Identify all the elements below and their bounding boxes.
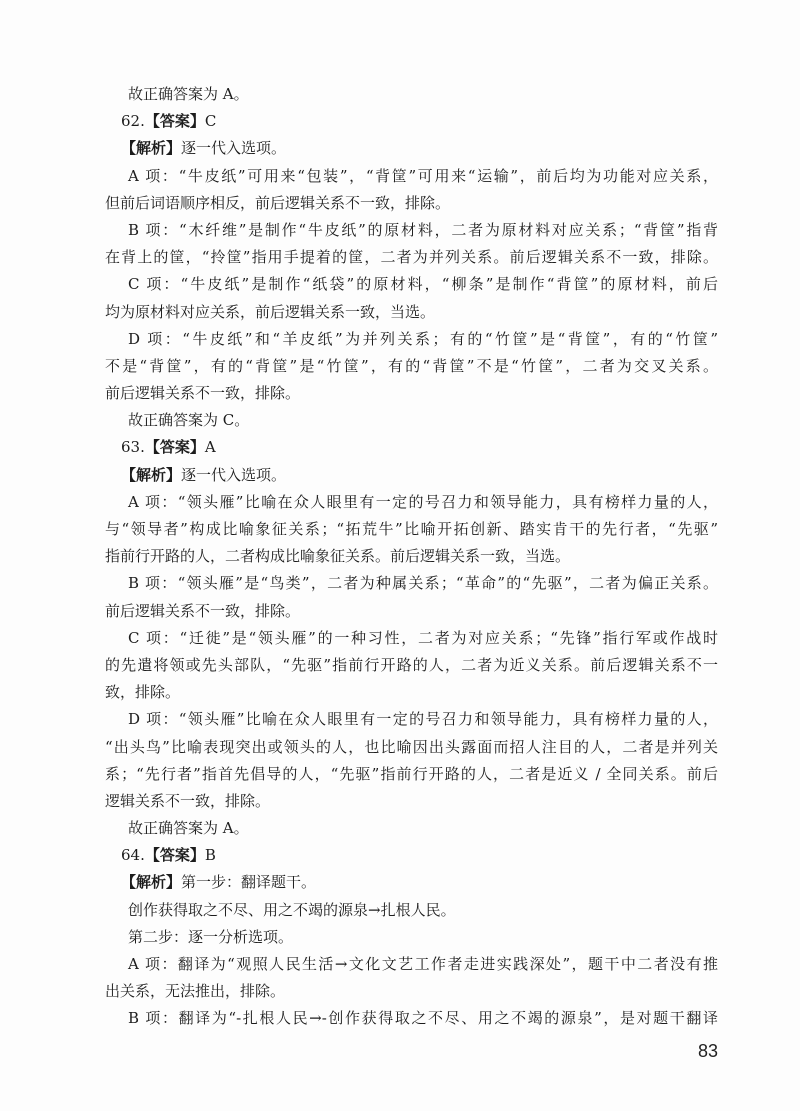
analysis-heading <box>105 462 718 489</box>
option-text-line: 前后逻辑关系不一致，排除。 <box>105 384 301 403</box>
option-text-line: 但前后词语顺序相反，前后逻辑关系不一致，排除。 <box>105 193 451 212</box>
option-text-line: A 项：“牛皮纸”可用来“包装”，“背筐”可用来“运输”，前后均为功能对应关系， <box>128 166 718 185</box>
option-text-line: 逻辑关系不一致，排除。 <box>105 791 271 810</box>
correct-answer-conclusion: 故正确答案为 A。 <box>128 819 249 838</box>
analysis-intro: 逐一代入选项。 <box>181 465 287 484</box>
analysis-label: 【解析】 <box>121 139 182 158</box>
option-text-line: 致，排除。 <box>105 683 181 702</box>
option-text-line: 与“领导者”构成比喻象征关系；“拓荒牛”比喻开拓创新、踏实肯干的先行者，“先驱” <box>105 520 718 538</box>
option-a-analysis <box>105 489 718 571</box>
answer-heading <box>105 842 718 869</box>
option-text-line: 出关系，无法推出，排除。 <box>105 982 286 1001</box>
option-text-line: A 项：“领头雁”比喻在众人眼里有一定的号召力和领导能力，具有榜样力量的人， <box>128 492 718 511</box>
answer-explanations <box>105 81 718 1033</box>
answer-heading <box>105 108 718 135</box>
answer-label: 【答案】 <box>144 846 205 865</box>
analysis-intro: 逐一代入选项。 <box>181 139 287 158</box>
option-text-line: B 项：“领头雁”是“鸟类”，二者为种属关系；“革命”的“先驱”，二者为偏正关系。 <box>128 574 718 593</box>
option-text-line: D 项：“牛皮纸”和“羊皮纸”为并列关系；有的“竹筐”是“背筐”，有的“竹筐” <box>128 329 718 348</box>
answer-heading <box>105 434 718 461</box>
option-c-analysis <box>105 625 718 707</box>
analysis-label: 【解析】 <box>121 873 182 892</box>
answer-value: A <box>204 438 216 457</box>
answer-label: 【答案】 <box>144 112 205 131</box>
option-a-analysis <box>105 951 718 1005</box>
correct-answer-conclusion: 故正确答案为 C。 <box>128 411 250 430</box>
analysis-step-one: 第一步：翻译题干。 <box>181 873 317 892</box>
option-b-analysis <box>105 570 718 624</box>
option-text-line: 的先遣将领或先头部队，“先驱”指前行开路的人，二者为近义关系。前后逻辑关系不一 <box>105 655 718 674</box>
analysis-heading <box>105 869 718 896</box>
question-number: 64. <box>121 846 145 865</box>
option-text-line: 不是“背筐”，有的“背筐”是“竹筐”，有的“背筐”不是“竹筐”，二者为交叉关系。 <box>105 356 718 375</box>
option-text-line: 均为原材料对应关系，前后逻辑关系一致，当选。 <box>105 302 436 321</box>
option-text-line: “出头鸟”比喻表现突出或领头的人，也比喻因出头露面而招人注目的人，二者是并列关 <box>105 737 718 756</box>
option-text-line: C 项：“迁徙”是“领头雁”的一种习性，二者为对应关系；“先锋”指行军或作战时 <box>128 628 718 647</box>
option-b-analysis <box>105 1005 718 1032</box>
answer-label: 【答案】 <box>144 438 205 457</box>
question-62 <box>105 108 718 434</box>
option-text-line: 在背上的筐，“拎筐”指用手提着的筐，二者为并列关系。前后逻辑关系不一致，排除。 <box>105 248 718 267</box>
option-text-line: B 项：翻译为“-扎根人民→-创作获得取之不尽、用之不竭的源泉”，是对题干翻译 <box>128 1009 718 1028</box>
previous-answer-conclusion: 故正确答案为 A。 <box>128 85 249 103</box>
answer-value: C <box>204 112 217 131</box>
page-number: 83 <box>697 1041 718 1061</box>
option-d-analysis <box>105 326 718 408</box>
option-text-line: 指前行开路的人，二者构成比喻象征关系。前后逻辑关系一致，当选。 <box>105 547 571 566</box>
option-text-line: D 项：“领头雁”比喻在众人眼里有一定的号召力和领导能力，具有榜样力量的人， <box>128 710 718 729</box>
option-b-analysis <box>105 217 718 271</box>
question-number: 62. <box>121 112 145 131</box>
answer-value: B <box>204 846 216 865</box>
option-c-analysis <box>105 271 718 325</box>
analysis-heading <box>105 135 718 162</box>
option-a-analysis <box>105 163 718 217</box>
stem-translation: 创作获得取之不尽、用之不竭的源泉→扎根人民。 <box>128 900 456 919</box>
analysis-label: 【解析】 <box>121 465 182 484</box>
analysis-step-two: 第二步：逐一分析选项。 <box>128 927 294 946</box>
option-d-analysis <box>105 706 718 815</box>
option-text-line: A 项：翻译为“观照人民生活→文化文艺工作者走进实践深处”，题干中二者没有推 <box>128 955 718 973</box>
question-63 <box>105 434 718 842</box>
question-64 <box>105 842 718 1032</box>
option-text-line: B 项：“木纤维”是制作“牛皮纸”的原材料，二者为原材料对应关系；“背筐”指背 <box>128 220 718 239</box>
option-text-line: 前后逻辑关系不一致，排除。 <box>105 601 301 620</box>
question-number: 63. <box>121 438 145 457</box>
option-text-line: C 项：“牛皮纸”是制作“纸袋”的原材料，“柳条”是制作“背筐”的原材料，前后 <box>128 275 718 294</box>
option-text-line: 系；“先行者”指首先倡导的人，“先驱”指前行开路的人，二者是近义 / 全同关系。前后 <box>105 764 718 783</box>
